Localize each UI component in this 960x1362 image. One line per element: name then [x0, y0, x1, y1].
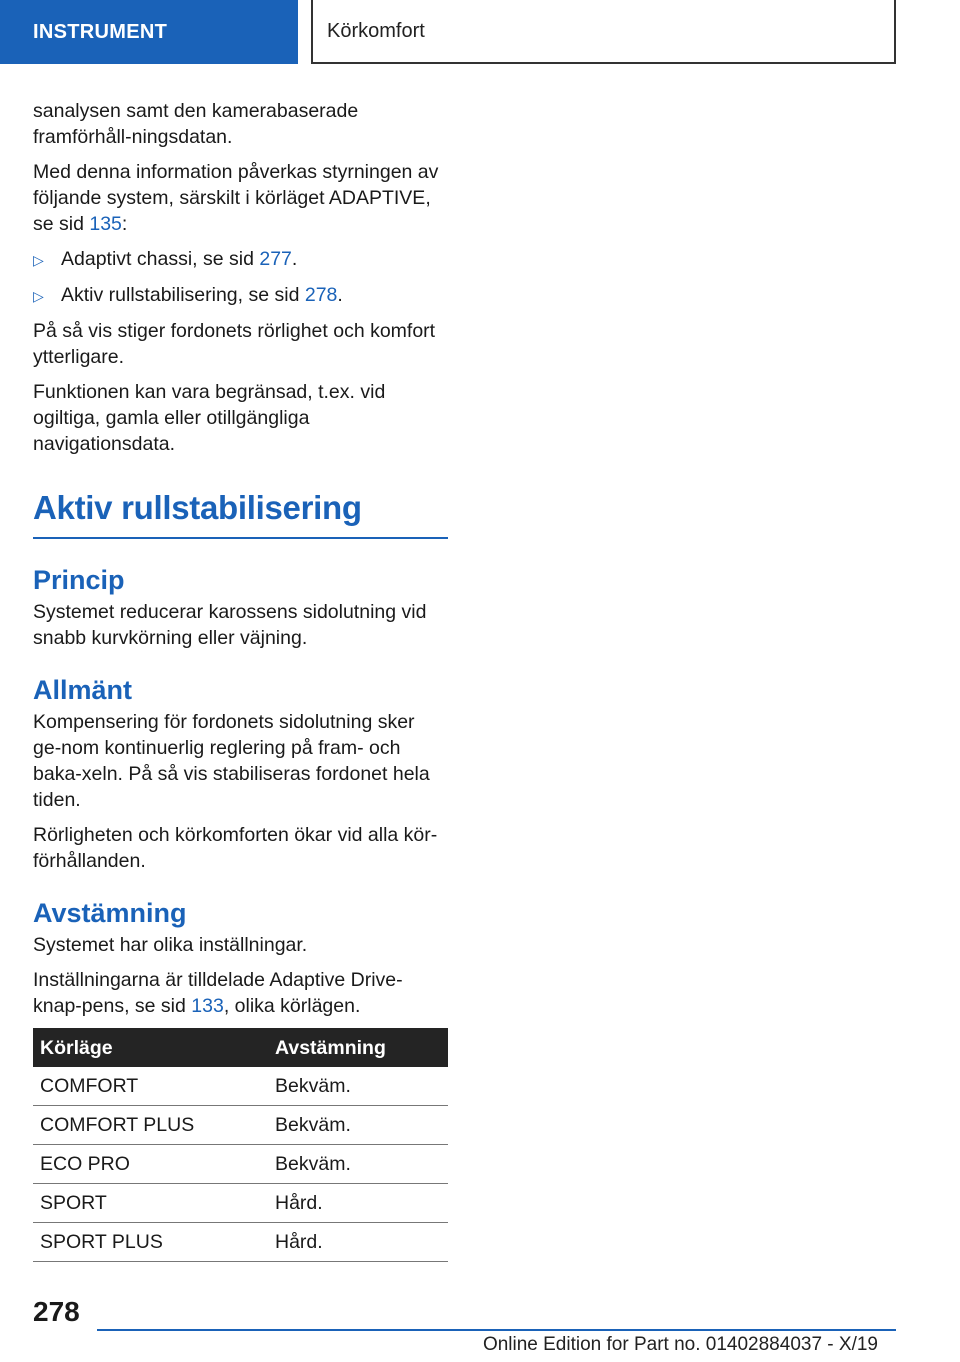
footer-divider	[97, 1329, 896, 1331]
table-row	[33, 1106, 448, 1145]
avstamning-paragraph-2	[33, 967, 448, 1019]
intro-paragraph-3: På så vis stiger fordonets rörlighet och komfort ytterligare.	[33, 320, 436, 368]
page-link-278[interactable]: 278	[304, 284, 338, 306]
page-number: 278	[33, 1296, 80, 1327]
triangle-bullet-icon: ▷	[33, 288, 44, 304]
list-item	[33, 282, 448, 309]
table-cell-tuning: Bekväm.	[268, 1106, 448, 1145]
intro-paragraph-2	[33, 159, 448, 237]
list-item-end: .	[337, 284, 343, 306]
table-row	[33, 1184, 448, 1223]
list-item-text	[61, 246, 297, 273]
princip-text: Systemet reducerar karossens sidolutning vid snabb kurvkörning eller väjning.	[33, 601, 427, 649]
avstamning-heading: Avstämning	[33, 898, 187, 928]
list-item	[33, 246, 448, 273]
intro-paragraph-2-text: Med denna information påverkas styrningen av följande system, särskilt i körläget ADAPTIVE, se sid	[33, 161, 439, 235]
table-cell-mode: ECO PRO	[33, 1145, 268, 1184]
table-cell-mode: COMFORT	[33, 1067, 268, 1106]
list-item-end: .	[291, 248, 298, 270]
table-cell-tuning: Hård.	[268, 1223, 448, 1262]
main-content	[33, 98, 448, 1262]
list-item-text	[61, 282, 343, 309]
table-cell-mode: COMFORT PLUS	[33, 1106, 268, 1145]
section-tab-label: INSTRUMENT	[33, 20, 168, 43]
table-cell-tuning: Bekväm.	[268, 1145, 448, 1184]
allmant-heading: Allmänt	[33, 675, 133, 705]
page-link-277[interactable]: 277	[259, 248, 292, 270]
chapter-header	[311, 0, 896, 64]
triangle-bullet-icon: ▷	[33, 252, 44, 268]
table-cell-mode: SPORT PLUS	[33, 1223, 268, 1262]
table-cell-tuning: Bekväm.	[268, 1067, 448, 1106]
avstamning-paragraph-2-text: Inställningarna är tilldelade Adaptive Drive-knap-pens, se sid	[33, 969, 403, 1017]
allmant-paragraph-2: Rörligheten och körkomforten ökar vid alla kör-förhållanden.	[33, 824, 438, 872]
intro-paragraph-1: sanalysen samt den kamerabaserade framförhåll-ningsdatan.	[33, 100, 359, 148]
table-row	[33, 1223, 448, 1262]
column-header-avstamning: Avstämning	[268, 1028, 448, 1067]
intro-paragraph-2-end: :	[121, 213, 128, 235]
list-item-label: Adaptivt chassi, se sid	[61, 248, 260, 270]
avstamning-paragraph-1: Systemet har olika inställningar.	[33, 934, 308, 956]
edition-note: Online Edition for Part no. 01402884037 - X/19	[482, 1334, 878, 1355]
page-link-133[interactable]: 133	[191, 995, 224, 1017]
section-tab	[0, 0, 298, 64]
table-cell-tuning: Hård.	[268, 1184, 448, 1223]
avstamning-paragraph-2-end: , olika körlägen.	[223, 995, 361, 1017]
princip-heading: Princip	[33, 565, 125, 595]
chapter-title: Körkomfort	[327, 19, 425, 42]
page-link-135[interactable]: 135	[89, 213, 122, 235]
allmant-paragraph-1: Kompensering för fordonets sidolutning sker ge-nom kontinuerlig reglering på fram- och baka-xeln. På så vis stabiliseras fordonet hela tiden.	[33, 711, 430, 811]
table-row	[33, 1145, 448, 1184]
list-item-label: Aktiv rullstabilisering, se sid	[61, 284, 305, 306]
section-title: Aktiv rullstabilisering	[33, 487, 448, 539]
table-row	[33, 1067, 448, 1106]
intro-paragraph-4: Funktionen kan vara begränsad, t.ex. vid ogiltiga, gamla eller otillgängliga navigationsdata.	[33, 381, 386, 455]
table-header-row	[33, 1028, 448, 1067]
settings-table	[33, 1028, 448, 1262]
table-cell-mode: SPORT	[33, 1184, 268, 1223]
column-header-korlage: Körläge	[33, 1028, 268, 1067]
